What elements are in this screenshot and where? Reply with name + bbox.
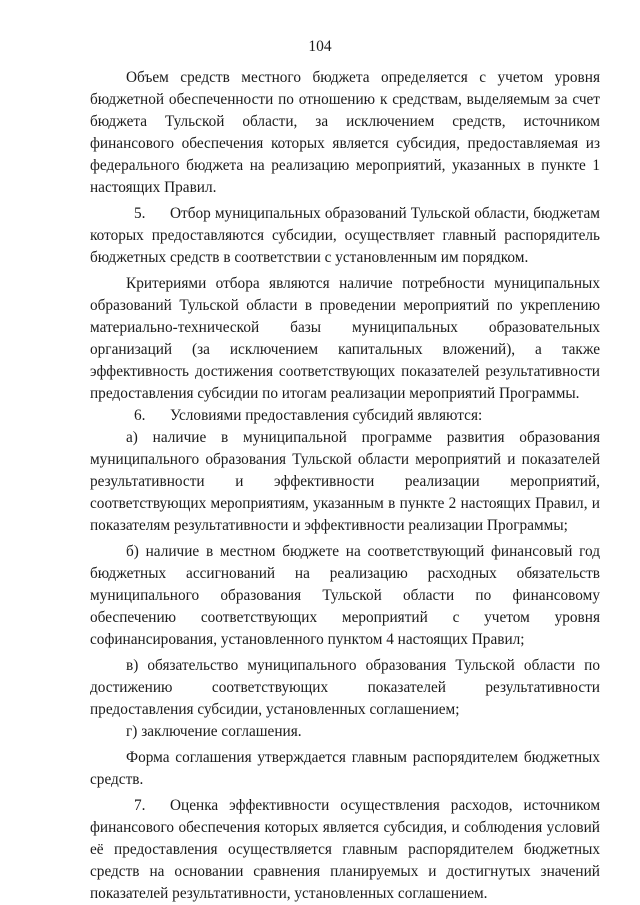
item-number: 7. — [134, 797, 146, 814]
paragraph-selection-criteria — [90, 273, 600, 405]
paragraph-condition-a — [90, 427, 600, 537]
paragraph-text: г) заключение соглашения. — [126, 723, 302, 740]
paragraph-text: а) наличие в муниципальной программе развития образования муниципального образования Тульской области мероприятий и показателей результативности и эффективности реализации мероприятий, соответствующих мероприятиям, указанным в пункте 2 настоящих Правил, и показателям результативности и эффективности реализации Программы; — [90, 429, 600, 534]
document-body — [90, 67, 600, 905]
item-number: 5. — [134, 205, 146, 222]
item-number: 6. — [134, 407, 146, 424]
paragraph-text: в) обязательство муниципального образования Тульской области по достижению соответствующих показателей результативности предоставления субсидии, установленных соглашением; — [90, 657, 600, 718]
paragraph-text: Объем средств местного бюджета определяется с учетом уровня бюджетной обеспеченности по отношению к средствам, выделяемым за счет бюджета Тульской области, за исключением средств, источником финансового обеспечения которых является субсидия, предоставляемая из федерального бюджета на реализацию мероприятий, указанных в пункте 1 настоящих Правил. — [90, 69, 600, 196]
paragraph-text: Условиями предоставления субсидий являются: — [170, 407, 483, 424]
paragraph-condition-c — [90, 655, 600, 721]
paragraph-agreement-form — [90, 747, 600, 791]
page-number: 104 — [308, 38, 332, 55]
paragraph-text: Оценка эффективности осуществления расходов, источником финансового обеспечения которых является субсидия, и соблюдения условий её предоставления осуществляется главным распорядителем бюджетных средств на основании сравнения планируемых и достигнутых значений показателей результативности, установленных соглашением. — [90, 797, 600, 902]
paragraph-text: Форма соглашения утверждается главным распорядителем бюджетных средств. — [90, 749, 600, 788]
paragraph-condition-d — [90, 721, 600, 743]
paragraph-6-conditions — [90, 405, 600, 427]
paragraph-text: б) наличие в местном бюджете на соответствующий финансовый год бюджетных ассигнований на реализацию расходных обязательств муниципального образования Тульской области по финансовому обеспечению соответствующих мероприятий с учетом уровня софинансирования, установленного пунктом 4 настоящих Правил; — [90, 543, 600, 648]
paragraph-condition-b — [90, 541, 600, 651]
paragraph-text: Критериями отбора являются наличие потребности муниципальных образований Тульской области в проведении мероприятий по укреплению материально-технической базы муниципальных образовательных организаций (за исключением капитальных вложений), а также эффективность достижения соответствующих показателей результативности предоставления субсидии по итогам реализации мероприятий Программы. — [90, 275, 600, 402]
paragraph-local-budget-volume — [90, 67, 600, 199]
paragraph-5-selection — [90, 203, 600, 269]
paragraph-7-evaluation — [90, 795, 600, 905]
paragraph-text: Отбор муниципальных образований Тульской области, бюджетам которых предоставляются субсидии, осуществляет главный распорядитель бюджетных средств в соответствии с установленным им порядком. — [90, 205, 600, 266]
